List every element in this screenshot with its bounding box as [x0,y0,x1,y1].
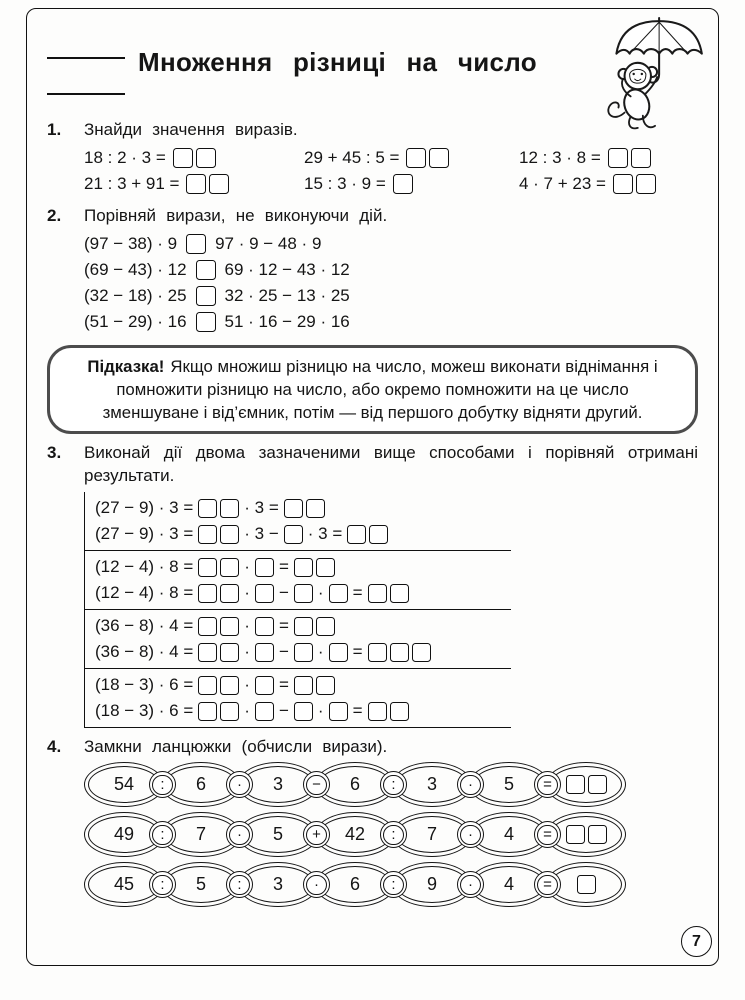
page-number [681,926,712,957]
equation-text: (36 − 8) · 4 = [95,642,194,662]
operator-symbol: + [312,826,321,844]
page-header [47,23,698,111]
expression-text: 18 : 2 · 3 = [84,147,166,167]
operator-circle [303,771,330,798]
chain-number: 6 [349,874,360,895]
task1-number: 1. [47,120,62,139]
answer-box[interactable] [220,676,239,695]
equation-text: = [278,616,289,636]
answer-boxes [198,499,239,518]
answer-boxes [198,676,239,695]
answer-box[interactable] [294,676,313,695]
page-title: Множення різниці на число [138,47,537,77]
answer-box[interactable] [329,584,348,603]
equation-text: · [317,583,324,603]
equation-row [95,495,511,521]
answer-boxes [613,174,656,194]
operator-circle [380,821,407,848]
comparison-row [84,231,698,257]
answer-box[interactable] [209,174,229,194]
answer-boxes [198,702,239,721]
expression-item [304,145,519,171]
chain-number: 54 [113,774,135,795]
equation-row [95,639,511,665]
answer-boxes [368,643,431,662]
operator-symbol: · [314,876,319,894]
right-expression: 97 · 9 − 48 · 9 [215,233,322,253]
answer-boxes [198,643,239,662]
answer-boxes [284,525,303,544]
answer-box[interactable] [198,499,217,518]
answer-boxes [198,558,239,577]
equation-text: = [352,583,363,603]
answer-box[interactable] [220,584,239,603]
expression-item [84,145,304,171]
answer-boxes [255,643,274,662]
operator-circle [149,771,176,798]
header-rule-bottom [47,93,125,95]
task4-instruction: Замкни ланцюжки (обчисли вирази). [84,737,388,757]
chain-number: 45 [113,874,135,895]
operator-symbol: : [391,876,396,894]
answer-boxes [198,525,239,544]
task2-number: 2. [47,205,62,225]
operator-symbol: · [468,776,473,794]
task4-chains [84,762,698,907]
equation-text: · [244,642,250,662]
answer-box[interactable] [255,702,274,721]
answer-box[interactable] [186,174,206,194]
task1-expressions [84,145,698,197]
equation-text: · 3 − [244,524,279,544]
answer-box[interactable] [429,148,449,168]
chain-number: 9 [426,874,437,895]
equation-text: = [352,701,363,721]
task1-instruction: Знайди значення виразів. [84,120,298,139]
comparison-box[interactable] [196,312,216,332]
chain-number: 6 [349,774,360,795]
answer-box[interactable] [613,174,633,194]
operator-circle [226,821,253,848]
answer-box[interactable] [393,174,413,194]
answer-box[interactable] [631,148,651,168]
expression-text: 15 : 3 · 9 = [304,173,386,193]
operator-symbol: · [237,826,242,844]
chain-number: 6 [195,774,206,795]
operator-symbol: : [160,826,165,844]
answer-boxes [255,702,274,721]
equation-text: · [244,557,250,577]
comparison-box[interactable] [196,286,216,306]
answer-boxes [566,775,607,794]
operator-circle [380,771,407,798]
operator-circle [457,871,484,898]
operator-circle [457,821,484,848]
operator-symbol: : [160,876,165,894]
equation-row [95,698,511,724]
chain-number: 3 [426,774,437,795]
chain-number: 7 [426,824,437,845]
answer-boxes [294,584,313,603]
equation-text: · 3 = [244,498,279,518]
chain-number: 49 [113,824,135,845]
answer-box[interactable] [198,525,217,544]
operator-symbol: = [543,876,552,894]
operator-symbol: = [543,776,552,794]
expression-text: 12 : 3 · 8 = [519,147,601,167]
equation-row [95,554,511,580]
equation-text: (12 − 4) · 8 = [95,583,194,603]
chain-number: 42 [344,824,366,845]
equation-text: (27 − 9) · 3 = [95,498,194,518]
answer-box[interactable] [196,148,216,168]
answer-box[interactable] [173,148,193,168]
equation-text: · [244,701,250,721]
answer-box[interactable] [220,702,239,721]
page-number-value: 7 [692,932,701,950]
answer-box[interactable] [329,643,348,662]
hint-text: Якщо множиш різницю на число, можеш виконати віднімання і помножити різницю на число, або окремо помножити на це число зменшуване і від’ємник, потім — від першого добутку відняти другий. [102,356,658,423]
answer-boxes [406,148,449,168]
answer-box[interactable] [588,825,607,844]
answer-box[interactable] [255,558,274,577]
expression-text: 4 · 7 + 23 = [519,173,606,193]
operator-circle [457,771,484,798]
answer-box[interactable] [220,558,239,577]
task3-table [84,492,511,728]
answer-box[interactable] [566,775,585,794]
right-expression: 51 · 16 − 29 · 16 [224,311,350,331]
task-3 [47,442,698,728]
answer-box[interactable] [220,525,239,544]
answer-box[interactable] [220,643,239,662]
hint-paragraph [68,355,677,425]
operator-circle [534,821,561,848]
answer-box[interactable] [406,148,426,168]
answer-box[interactable] [255,617,274,636]
equation-text: = [278,557,289,577]
answer-box[interactable] [636,174,656,194]
equation-group [85,492,511,551]
answer-box[interactable] [390,702,409,721]
answer-boxes [329,702,348,721]
expression-item [519,145,698,171]
answer-boxes [294,558,335,577]
answer-box[interactable] [255,676,274,695]
task3-number: 3. [47,443,62,463]
answer-box[interactable] [294,702,313,721]
operator-circle [303,821,330,848]
task4-number: 4. [47,737,62,757]
answer-box[interactable] [390,584,409,603]
equation-text: · 3 = [307,524,343,544]
operator-symbol: · [468,876,473,894]
chain-row [84,862,698,907]
answer-boxes [198,617,239,636]
answer-box[interactable] [368,702,387,721]
left-expression: (69 − 43) · 12 [84,259,187,279]
task-2 [47,205,698,335]
answer-boxes [284,499,325,518]
answer-boxes [566,825,607,844]
answer-boxes [186,174,229,194]
equation-text: · [317,642,324,662]
answer-box[interactable] [577,875,596,894]
right-expression: 69 · 12 − 43 · 12 [224,259,350,279]
equation-text: · [317,701,324,721]
equation-row [95,672,511,698]
answer-boxes [294,617,335,636]
left-expression: (51 − 29) · 16 [84,311,187,331]
expression-text: 21 : 3 + 91 = [84,173,180,193]
answer-box[interactable] [255,643,274,662]
operator-symbol: : [391,826,396,844]
comparison-box[interactable] [186,234,206,254]
answer-box[interactable] [368,584,387,603]
answer-box[interactable] [198,584,217,603]
equation-text: = [278,675,289,695]
equation-text: (36 − 8) · 4 = [95,616,194,636]
answer-box[interactable] [368,643,387,662]
answer-box[interactable] [255,584,274,603]
answer-box[interactable] [412,643,431,662]
left-expression: (32 − 18) · 25 [84,285,187,305]
equation-group [85,551,511,610]
answer-box[interactable] [369,525,388,544]
chain-number: 7 [195,824,206,845]
answer-box[interactable] [198,676,217,695]
task2-comparisons [84,231,698,335]
answer-box[interactable] [294,558,313,577]
answer-box[interactable] [284,499,303,518]
equation-text: · [244,675,250,695]
answer-box[interactable] [316,617,335,636]
answer-box[interactable] [329,702,348,721]
chain-number: 5 [272,824,283,845]
answer-boxes [368,702,409,721]
chain-row [84,762,698,807]
hint-box [47,345,698,435]
operator-circle [380,871,407,898]
answer-box[interactable] [566,825,585,844]
operator-symbol: − [312,776,321,794]
comparison-row [84,283,698,309]
equation-text: · [244,616,250,636]
answer-boxes [255,617,274,636]
chain-number: 4 [503,874,514,895]
equation-text: − [278,701,289,721]
answer-boxes [329,643,348,662]
answer-box[interactable] [294,643,313,662]
equation-text: − [278,583,289,603]
answer-boxes [294,702,313,721]
operator-circle [149,821,176,848]
operator-circle [149,871,176,898]
comparison-row [84,309,698,335]
comparison-box[interactable] [196,260,216,280]
operator-symbol: : [237,876,242,894]
answer-boxes [294,676,335,695]
expression-item [304,171,519,197]
operator-symbol: · [237,776,242,794]
answer-boxes [368,584,409,603]
answer-box[interactable] [198,558,217,577]
chain-number: 4 [503,824,514,845]
task3-instruction: Виконай дії двома зазначеними вище способами і порівняй отримані результати. [84,443,698,486]
equation-text: = [352,642,363,662]
answer-box[interactable] [294,584,313,603]
answer-box[interactable] [390,643,409,662]
equation-text: (18 − 3) · 6 = [95,675,194,695]
equation-text: (18 − 3) · 6 = [95,701,194,721]
equation-row [95,521,511,547]
operator-symbol: · [468,826,473,844]
answer-box[interactable] [306,499,325,518]
chain-number: 5 [503,774,514,795]
chain-number: 3 [272,774,283,795]
task2-head [47,205,698,228]
answer-boxes [347,525,388,544]
equation-group [85,610,511,669]
answer-box[interactable] [347,525,366,544]
answer-box[interactable] [198,643,217,662]
answer-box[interactable] [284,525,303,544]
equation-text: · [244,583,250,603]
task3-head [47,442,698,488]
expression-item [84,171,304,197]
equation-text: (27 − 9) · 3 = [95,524,194,544]
answer-box[interactable] [608,148,628,168]
answer-boxes [255,558,274,577]
equation-row [95,580,511,606]
answer-boxes [329,584,348,603]
answer-boxes [173,148,216,168]
equation-text: − [278,642,289,662]
equation-group [85,669,511,728]
operator-symbol: : [391,776,396,794]
left-expression: (97 − 38) · 9 [84,233,178,253]
answer-box[interactable] [294,617,313,636]
operator-circle [534,771,561,798]
monkey-umbrella-illustration [596,15,708,135]
expression-item [519,171,698,197]
answer-box[interactable] [588,775,607,794]
operator-circle [534,871,561,898]
answer-box[interactable] [316,676,335,695]
answer-boxes [255,676,274,695]
operator-circle [303,871,330,898]
hint-title: Підказка! [87,356,165,376]
operator-circle [226,771,253,798]
operator-symbol: : [160,776,165,794]
answer-box[interactable] [198,617,217,636]
task2-instruction: Порівняй вирази, не виконуючи дій. [84,205,388,225]
operator-circle [226,871,253,898]
answer-box[interactable] [220,617,239,636]
chain-number: 5 [195,874,206,895]
answer-boxes [393,174,413,194]
answer-box[interactable] [198,702,217,721]
answer-box[interactable] [316,558,335,577]
header-rule-top [47,57,125,59]
expression-text: 29 + 45 : 5 = [304,147,400,167]
answer-boxes [608,148,651,168]
equation-row [95,613,511,639]
answer-boxes [577,875,596,894]
answer-box[interactable] [220,499,239,518]
operator-symbol: = [543,826,552,844]
task4-head [47,736,698,759]
worksheet-page [26,8,719,966]
answer-boxes [255,584,274,603]
chain-row [84,812,698,857]
chain-number: 3 [272,874,283,895]
task-4 [47,736,698,907]
comparison-row [84,257,698,283]
right-expression: 32 · 25 − 13 · 25 [224,285,350,305]
answer-boxes [198,584,239,603]
equation-text: (12 − 4) · 8 = [95,557,194,577]
answer-boxes [294,643,313,662]
